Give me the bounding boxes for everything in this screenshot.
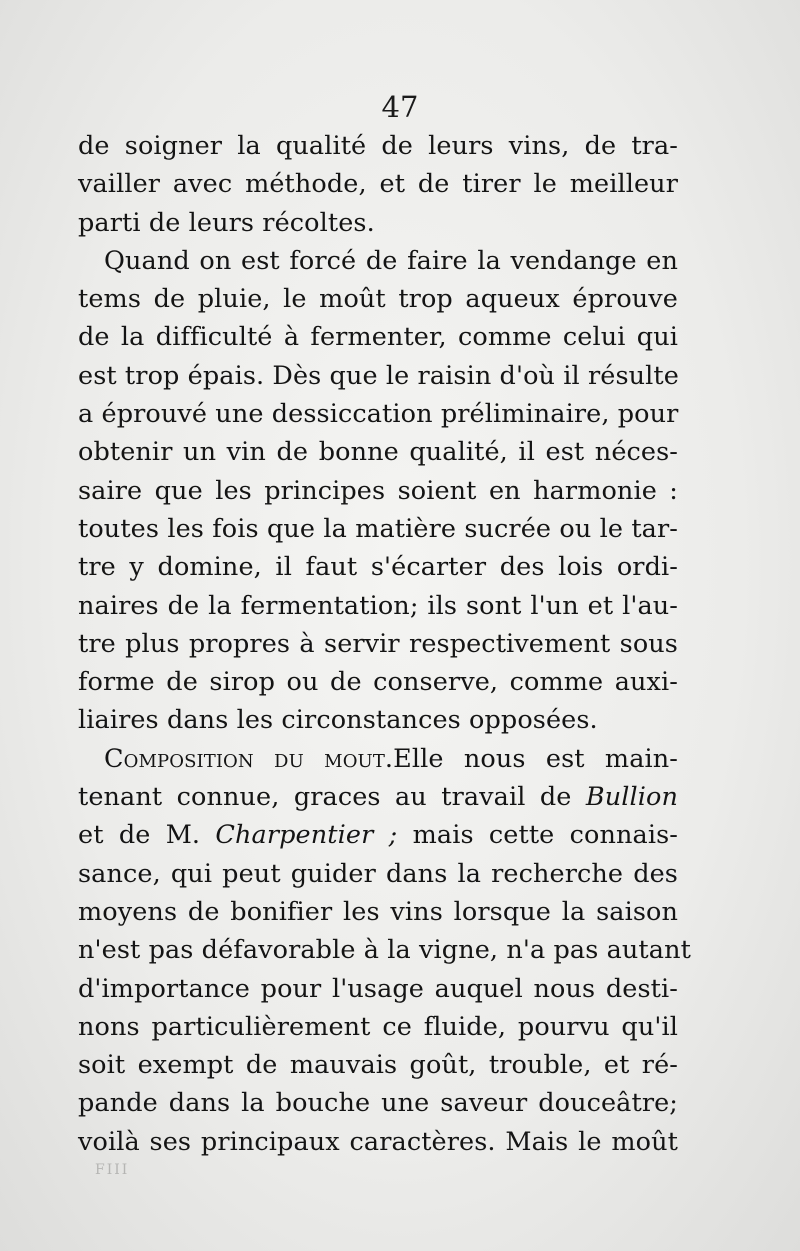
body-text [78,127,691,1161]
text-line: pande dans la bouche une saveur douceâtre; [78,1088,678,1119]
text-line: obtenir un vin de bonne qualité, il est néces- [78,437,678,468]
text-line: est trop épais. Dès que le raisin d'où il résulte [78,360,679,391]
text-line: forme de sirop ou de conserve, comme auxi- [78,667,678,698]
heading-continuation: Elle nous est main- [393,743,678,774]
footer-signature-mark: FIII [95,1162,130,1178]
text-line: tre y domine, il faut s'écarter des lois ordi- [78,552,678,583]
text-line: a éprouvé une dessiccation préliminaire, pour [78,399,679,430]
text-line: naires de la fermentation; ils sont l'un et l'au- [78,590,678,621]
text-line: voilà ses principaux caractères. Mais le moût [78,1126,678,1157]
text-line: sance, qui peut guider dans la recherche des [78,858,678,889]
text-line: de soigner la qualité de leurs vins, de tra- [78,131,678,161]
text-line: liaires dans les circonstances opposées. [78,705,598,736]
section-heading-line [78,740,678,778]
text-line: soit exempt de mauvais goût, trouble, et ré- [78,1050,678,1081]
page-number: 47 [381,90,419,124]
author-name-charpentier: Charpentier ; [215,820,398,851]
text-line [78,816,678,854]
text-line: tems de pluie, le moût trop aqueux éprouve [78,284,678,315]
text-line: Quand on est forcé de faire la vendange en [104,245,678,276]
text-line: tre plus propres à servir respectivement sous [78,628,678,659]
text-line: parti de leurs récoltes. [78,207,375,238]
text-span: et de M. [78,820,216,851]
text-span: tenant connue, graces au travail de [78,782,586,813]
text-line: de la difficulté à fermenter, comme celui qui [78,322,678,353]
text-span: mais cette connais- [397,820,678,851]
text-line: nons particulièrement ce fluide, pourvu qu'il [78,1011,678,1042]
text-line: n'est pas défavorable à la vigne, n'a pas autant [78,935,691,966]
text-line: d'importance pour l'usage auquel nous desti- [78,973,678,1004]
text-line: saire que les principes soient en harmonie : [78,475,678,506]
section-heading: Composition du mout. [104,743,394,774]
text-line: vailler avec méthode, et de tirer le meilleur [78,169,678,200]
text-line [78,778,678,816]
text-line: moyens de bonifier les vins lorsque la saison [78,896,678,927]
author-name-bullion: Bullion [585,782,678,813]
text-line: toutes les fois que la matière sucrée ou le tar- [78,513,678,544]
